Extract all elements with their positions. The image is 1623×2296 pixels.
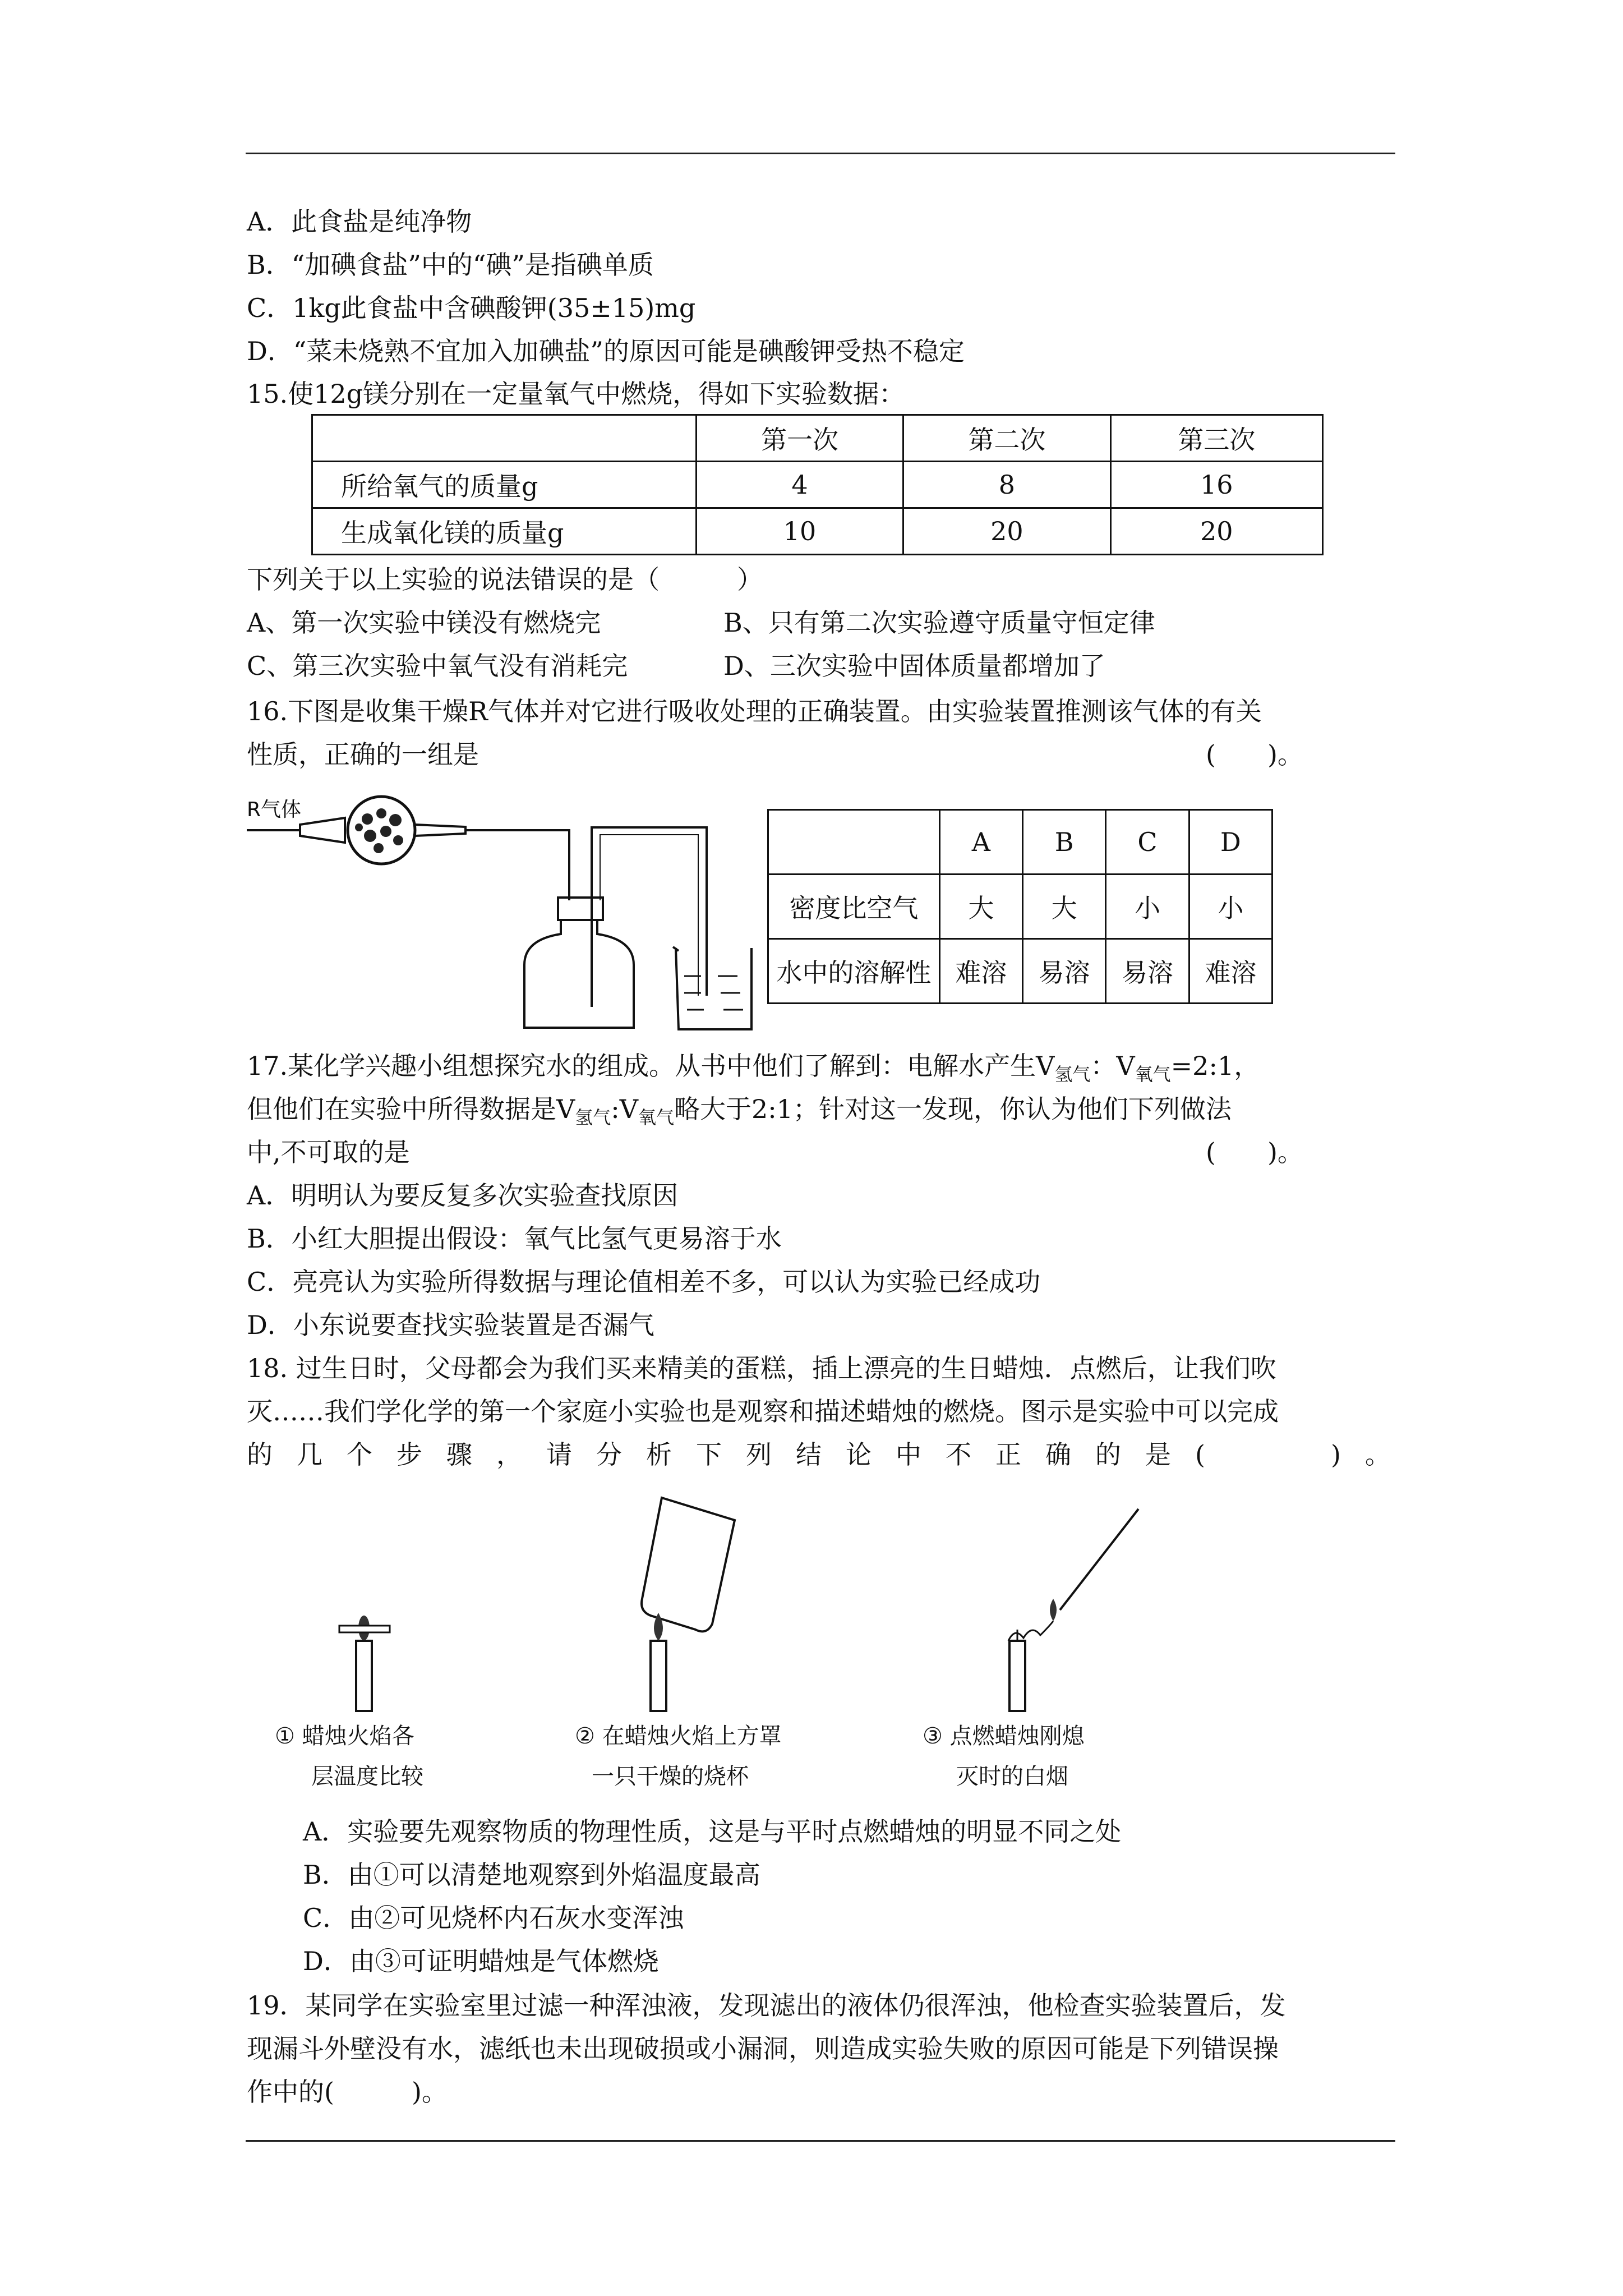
subscript-oxygen: 氧气: [638, 1107, 674, 1129]
text-char: [1229, 1438, 1307, 1471]
text-char: 几: [297, 1439, 322, 1470]
q14-option-a: A．此食盐是纯净物: [247, 206, 472, 237]
text-char: 个: [347, 1439, 372, 1470]
table-cell: C: [1106, 810, 1189, 875]
q14-option-b: B．“加碘食盐”中的“碘”是指碘单质: [247, 250, 654, 280]
table-row: [312, 462, 1323, 508]
q17-option-d: D．小东说要查找实验装置是否漏气: [247, 1310, 654, 1340]
table-cell: 16: [1110, 462, 1322, 508]
text-span: 17.某化学兴趣小组想探究水的组成。从书中他们了解到：电解水产生V: [247, 1051, 1055, 1081]
text-char: 的: [1095, 1439, 1121, 1470]
q15-option-a: A、第一次实验中镁没有燃烧完: [247, 608, 601, 638]
caption-1-line2: 层温度比较: [311, 1764, 423, 1789]
text-char: (: [1195, 1439, 1205, 1470]
text-char: 不: [946, 1439, 971, 1470]
text-char: 中: [896, 1439, 921, 1470]
text-char: 结: [796, 1439, 822, 1470]
q18-stem-line3: [247, 1438, 1391, 1471]
q17-option-c: C．亮亮认为实验所得数据与理论值相差不多，可以认为实验已经成功: [247, 1267, 1041, 1297]
table-cell: 难溶: [939, 939, 1022, 1004]
q16-stem-line1: 16.下图是收集干燥R气体并对它进行吸收处理的正确装置。由实验装置推测该气体的有关: [247, 696, 1262, 726]
table-cell: 大: [939, 875, 1022, 939]
table-cell: A: [939, 810, 1022, 875]
table-cell: 生成氧化镁的质量g: [312, 508, 697, 555]
text-char: 是: [1145, 1439, 1171, 1470]
table-cell: 易溶: [1106, 939, 1189, 1004]
q14-option-c: C．1kg此食盐中含碘酸钾(35±15)mg: [247, 293, 696, 323]
gas-label: R气体: [247, 798, 302, 821]
table-cell: 易溶: [1022, 939, 1105, 1004]
text-char: 的: [247, 1439, 273, 1470]
caption-1-line1: ① 蜡烛火焰各: [275, 1723, 414, 1749]
table-cell: 难溶: [1189, 939, 1272, 1004]
subscript-oxygen: 氧气: [1135, 1064, 1171, 1085]
q15-option-d: D、三次实验中固体质量都增加了: [723, 651, 1105, 681]
table-cell: 20: [1110, 508, 1322, 555]
q15-data-table: [311, 414, 1324, 555]
table-cell: [768, 810, 940, 875]
text-char: 析: [646, 1439, 672, 1470]
candle-figure-3: [987, 1503, 1155, 1717]
table-cell: 小: [1189, 875, 1272, 939]
q18-option-a: A．实验要先观察物质的物理性质，这是与平时点燃蜡烛的明显不同之处: [303, 1816, 1122, 1847]
text-char: 正: [995, 1439, 1021, 1470]
q18-option-b: B．由①可以清楚地观察到外焰温度最高: [303, 1860, 760, 1890]
caption-2-line1: ② 在蜡烛火焰上方罩: [575, 1723, 782, 1749]
text-span: :V: [611, 1094, 638, 1124]
text-char: ): [1330, 1439, 1341, 1470]
q18-option-c: C．由②可见烧杯内石灰水变浑浊: [303, 1903, 684, 1933]
table-cell: 20: [903, 508, 1110, 555]
text-char: 骤: [446, 1439, 472, 1470]
table-cell: 第三次: [1110, 415, 1322, 462]
q19-stem-line1: 19．某同学在实验室里过滤一种浑浊液，发现滤出的液体仍很浑浊，他检查实验装置后，发: [247, 1990, 1286, 2021]
q15-option-c: C、第三次实验中氧气没有消耗完: [247, 651, 628, 681]
q16-stem-line2: 性质，正确的一组是: [247, 739, 479, 770]
table-cell: 第一次: [696, 415, 903, 462]
caption-3-line2: 灭时的白烟: [956, 1764, 1068, 1789]
caption-2-line2: 一只干燥的烧杯: [592, 1764, 749, 1789]
q17-option-a: A．明明认为要反复多次实验查找原因: [247, 1180, 679, 1211]
subscript-hydrogen: 氢气: [1054, 1064, 1091, 1085]
q14-option-d: D．“菜未烧熟不宜加入加碘盐”的原因可能是碘酸钾受热不稳定: [247, 336, 965, 366]
q15-stem: 15.使12g镁分别在一定量氧气中燃烧，得如下实验数据：: [247, 379, 905, 409]
table-cell: 水中的溶解性: [768, 939, 940, 1004]
table-cell: D: [1189, 810, 1272, 875]
header-rule: [246, 153, 1395, 154]
table-cell: 第二次: [903, 415, 1110, 462]
text-char: 步: [396, 1439, 422, 1470]
q18-stem-line2: 灭……我们学化学的第一个家庭小实验也是观察和描述蜡烛的燃烧。图示是实验中可以完成: [247, 1396, 1279, 1427]
q19-stem-line2: 现漏斗外壁没有水，滤纸也未出现破损或小漏洞，则造成实验失败的原因可能是下列错误操: [247, 2033, 1279, 2064]
text-char: 分: [596, 1439, 622, 1470]
table-cell: [312, 415, 697, 462]
q18-option-d: D．由③可证明蜡烛是气体燃烧: [303, 1946, 659, 1976]
q17-stem-line1: [247, 1049, 1260, 1091]
text-span: =2:1，: [1170, 1051, 1260, 1081]
table-cell: 密度比空气: [768, 875, 940, 939]
q17-stem-line3: 中,不可取的是: [247, 1137, 410, 1167]
q18-stem-line1: 18. 过生日时，父母都会为我们买来精美的蛋糕，插上漂亮的生日蜡烛．点燃后，让我们吹: [247, 1353, 1276, 1383]
table-cell: 小: [1106, 875, 1189, 939]
text-char: 列: [746, 1439, 772, 1470]
q15-question: 下列关于以上实验的说法错误的是（ ）: [247, 564, 763, 595]
q19-stem-line3: 作中的( )。: [247, 2077, 448, 2107]
q17-stem-line2: [247, 1092, 1232, 1134]
subscript-hydrogen: 氢气: [575, 1107, 611, 1129]
q15-option-b: B、只有第二次实验遵守质量守恒定律: [723, 608, 1155, 638]
table-cell: B: [1022, 810, 1105, 875]
table-cell: 8: [903, 462, 1110, 508]
table-header-row: [312, 415, 1323, 462]
q16-options-table: [767, 809, 1273, 1004]
text-span: ：V: [1090, 1051, 1135, 1081]
table-header-row: [768, 810, 1272, 875]
text-span: 但他们在实验中所得数据是V: [247, 1094, 575, 1124]
table-row: [768, 875, 1272, 939]
table-cell: 大: [1022, 875, 1105, 939]
text-span: 略大于2:1；针对这一发现，你认为他们下列做法: [674, 1094, 1232, 1124]
q16-answer-paren: ( )。: [1206, 739, 1303, 770]
text-char: 论: [846, 1439, 872, 1470]
table-cell: 4: [696, 462, 903, 508]
candle-figure-2: [628, 1487, 751, 1717]
table-row: [768, 939, 1272, 1004]
q17-answer-paren: ( )。: [1206, 1137, 1303, 1167]
table-cell: 10: [696, 508, 903, 555]
text-char: 。: [1364, 1439, 1391, 1470]
text-char: 确: [1045, 1439, 1071, 1470]
caption-3-line1: ③ 点燃蜡烛刚熄: [923, 1723, 1085, 1749]
table-cell: 所给氧气的质量g: [312, 462, 697, 508]
text-char: ，: [496, 1439, 522, 1470]
table-row: [312, 508, 1323, 555]
candle-figure-1: [336, 1593, 404, 1717]
footer-rule: [246, 2140, 1395, 2142]
text-char: 请: [546, 1439, 572, 1470]
q17-option-b: B．小红大胆提出假设：氧气比氢气更易溶于水: [247, 1223, 782, 1254]
gas-apparatus-figure: [247, 785, 754, 1032]
text-char: 下: [696, 1439, 722, 1470]
